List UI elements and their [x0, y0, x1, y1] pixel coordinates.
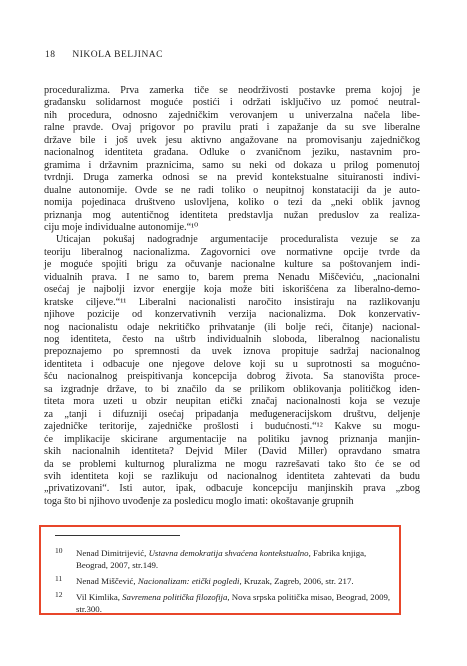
footnote-text	[76, 591, 396, 615]
footnote-author: Nenad Dimitrijević,	[76, 548, 147, 558]
footnote-title: Ustavna demokratija shvaćena kontekstualno	[148, 548, 309, 558]
body-line: skih nacionalnih identiteta? Dejvid Miler (David Miller) opravdano smatra	[44, 446, 420, 458]
footnote-text	[76, 547, 396, 571]
body-line: vidualnih prava. I ne samo to, barem prema Nenadu Miščeviću, „nacionalni	[44, 271, 420, 283]
body-line: dualne autonomije. Ovde se ne radi toliko o neupitnoj konstataciji da je auto-	[44, 184, 420, 196]
running-head	[45, 50, 415, 60]
body-line: titeta mora uzeti u obzir neupitan etički značaj nacionalnosti koja se vezuje	[44, 396, 420, 408]
body-line: da se problemi kulturnog pluralizma ne mogu razrešavati tako što će se od	[44, 458, 420, 470]
body-line: ciju moje individualne autonomije.“¹⁰	[44, 221, 199, 233]
footnote-rest: , Nova srpska politička misao, Beograd, 2009, str.300.	[76, 592, 391, 614]
body-line: priznanja mog autentičnog identiteta predstavlja nužan preduslov za realiza-	[44, 209, 420, 221]
footnote-number: 12	[55, 590, 63, 599]
body-line: nacionalnog identiteta građana. Odluke o zvaničnom jeziku, nastavnim pro-	[44, 147, 420, 159]
body-line: nog identiteta, često na uštrb individualnih sloboda, liberalnog nacionalistu	[44, 334, 420, 345]
footnote-separator	[55, 535, 180, 536]
body-line: Uticajan pokušaj nadogradnje argumentacije proceduralista vezuje se za	[56, 234, 420, 246]
running-head-author: NIKOLA BELJINAC	[72, 50, 163, 60]
body-line: šću nacionalnog preispitivanja koncepcija dobrog života. Sa stanovišta proce-	[44, 371, 420, 383]
body-line: tvrdnji. Druga zamerka odnosi se na previd kontekstualne situiranosti indivi-	[44, 172, 420, 184]
body-line: nog nacionalistu odaje nekritičko prihvatanje (ili bolje reći, čitanje) nacional-	[44, 321, 420, 333]
body-line: kratske ciljeve.“¹¹ Liberalni nacionalisti naročito insistiraju na razlikovanju	[44, 296, 420, 308]
footnote-number: 10	[55, 546, 63, 555]
body-line: „privatizovani“. Isti autor, ipak, odbacuje koncepciju manjinskih prava „zbog	[44, 483, 420, 495]
footnote-title: Savremena politička filozofija	[122, 592, 228, 602]
page-number: 18	[45, 50, 56, 60]
body-line: njihove pozicije od konzervativnih verzija nacionalizma. Dok konzervativ-	[44, 309, 420, 321]
footnote-author: Nenad Miščević,	[76, 576, 136, 586]
body-line: države bile i još uvek jesu aktivno angažovane na promovisanju zajedničkog	[44, 134, 420, 146]
footnote-rest: , Kruzak, Zagreb, 2006, str. 217.	[239, 576, 354, 586]
body-line: za „tanji i difuzniji osećaj pripadanja međugeneracijskom društvu, deljenje	[44, 408, 420, 420]
body-line: nomija pojedinaca društveno uslovljena, koliko o tezi da „neki oblik javnog	[44, 197, 420, 209]
body-line: građansku solidarnost moguće postići i održati isključivo uz pomoć neutral-	[44, 97, 420, 109]
body-line: je moguće spojiti brigu za očuvanje nacionalne kulture sa poštovanjem indi-	[44, 259, 420, 271]
body-line: identiteta i odbacuje one njegove delove koji su u suprotnosti sa mogućno-	[44, 358, 420, 370]
body-line: gramima i državnim praznicima, samo su neki od dokaza u prilog pomenutoj	[44, 159, 420, 171]
body-line: će implikacije skicirane argumentacije na politiku javnog priznanja manjin-	[44, 433, 420, 445]
body-line: ralne pravde. Ovaj prigovor po pravilu prati i zapažanje da su sve liberalne	[44, 122, 420, 134]
body-line: osećaj je najbolji izvor energije koja može biti iskorišćena za liberalno-demo-	[44, 284, 420, 296]
body-line: prepoznajemo po spremnosti da uvek iznova propituje sadržaj nacionalnog	[44, 346, 420, 358]
body-line: teoriju liberalnog nacionalizma. Zagovornici ove normativne opcije tvrde da	[44, 246, 420, 258]
footnote-text	[76, 575, 396, 587]
body-line: svih identiteta koji se razlikuju od nacionalnog identiteta zahtevati da budu	[44, 470, 420, 482]
body-line: proceduralizma. Prva zamerka tiče se neodrživosti postavke prema kojoj je	[44, 85, 420, 96]
footnote-number: 11	[55, 574, 63, 583]
body-line: toga što bi njihovo uvođenje za posledicu moglo imati: okoštavanje grupnih	[44, 495, 354, 507]
body-line: nih procedura, odnosno zajedničkim verovanjem u univerzalna načela libe-	[44, 109, 420, 121]
footnote-rest: , Fabrika knjiga, Beograd, 2007, str.149.	[76, 548, 367, 570]
body-line: zajedničke teritorije, zajedničke prošlosti i budućnosti.“¹² Kakve su mogu-	[44, 421, 420, 433]
body-line: sa izgradnje države, to bi značilo da se prilikom oblikovanja političkog iden-	[44, 383, 420, 395]
footnote-author: Vil Kimlika,	[76, 592, 120, 602]
footnote-title: Nacionalizam: etički pogledi	[137, 576, 240, 586]
